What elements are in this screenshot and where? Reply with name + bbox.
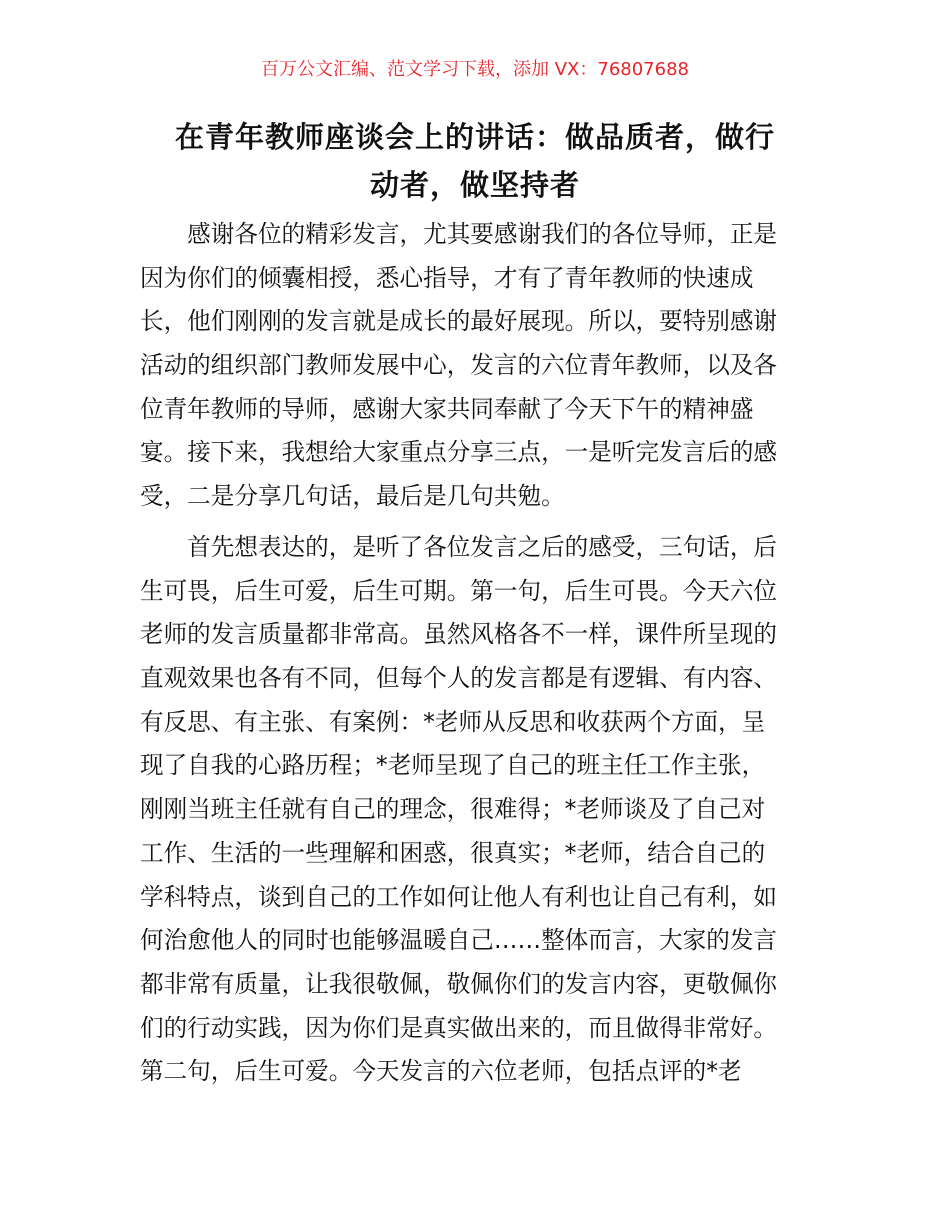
paragraph-line: 生可畏，后生可爱，后生可期。第一句，后生可畏。今天六位 (140, 576, 778, 605)
document-title (130, 113, 820, 209)
paragraph-line: 直观效果也各有不同，但每个人的发言都是有逻辑、有内容、 (140, 664, 778, 693)
paragraph-line: 长，他们刚刚的发言就是成长的最好展现。所以，要特别感谢 (140, 307, 778, 336)
paragraph-line: 刚刚当班主任就有自己的理念，很难得；*老师谈及了自己对 (140, 795, 766, 824)
paragraph-line: 活动的组织部门教师发展中心，发言的六位青年教师，以及各 (140, 351, 778, 380)
paragraph-line: 宴。接下来，我想给大家重点分享三点，一是听完发言后的感 (140, 438, 778, 467)
title-line: 在青年教师座谈会上的讲话：做品质者，做行 (174, 120, 775, 154)
paragraph-1 (140, 213, 812, 519)
paragraph-line: 工作、生活的一些理解和困惑，很真实；*老师，结合自己的 (140, 838, 766, 867)
paragraph-line: 现了自我的心路历程；*老师呈现了自己的班主任工作主张， (140, 751, 766, 780)
paragraph-line: 都非常有质量，让我很敬佩，敬佩你们的发言内容，更敬佩你 (140, 969, 778, 998)
paragraph-line: 位青年教师的导师，感谢大家共同奉献了今天下午的精神盛 (140, 394, 754, 423)
paragraph-line: 们的行动实践，因为你们是真实做出来的，而且做得非常好。 (140, 1013, 778, 1042)
paragraph-line: 何治愈他人的同时也能够温暖自己……整体而言，大家的发言 (140, 926, 778, 955)
title-line: 动者，做坚持者 (369, 168, 580, 202)
paragraph-line: 有反思、有主张、有案例：*老师从反思和收获两个方面，呈 (140, 707, 766, 736)
paragraph-line: 感谢各位的精彩发言，尤其要感谢我们的各位导师，正是 (140, 220, 778, 248)
paragraph-line: 受，二是分享几句话，最后是几句共勉。 (140, 482, 565, 511)
paragraph-line: 因为你们的倾囊相授，悉心指导，才有了青年教师的快速成 (140, 263, 754, 292)
watermark-header: 百万公文汇编、范文学习下载，添加 VX：76807688 (261, 59, 689, 80)
paragraph-line: 学科特点，谈到自己的工作如何让他人有利也让自己有利，如 (140, 882, 778, 911)
paragraph-2 (140, 526, 812, 1094)
paragraph-line: 第二句，后生可爱。今天发言的六位老师，包括点评的*老 (140, 1057, 742, 1086)
paragraph-line: 首先想表达的，是听了各位发言之后的感受，三句话，后 (140, 533, 778, 561)
paragraph-line: 老师的发言质量都非常高。虽然风格各不一样，课件所呈现的 (140, 620, 778, 649)
